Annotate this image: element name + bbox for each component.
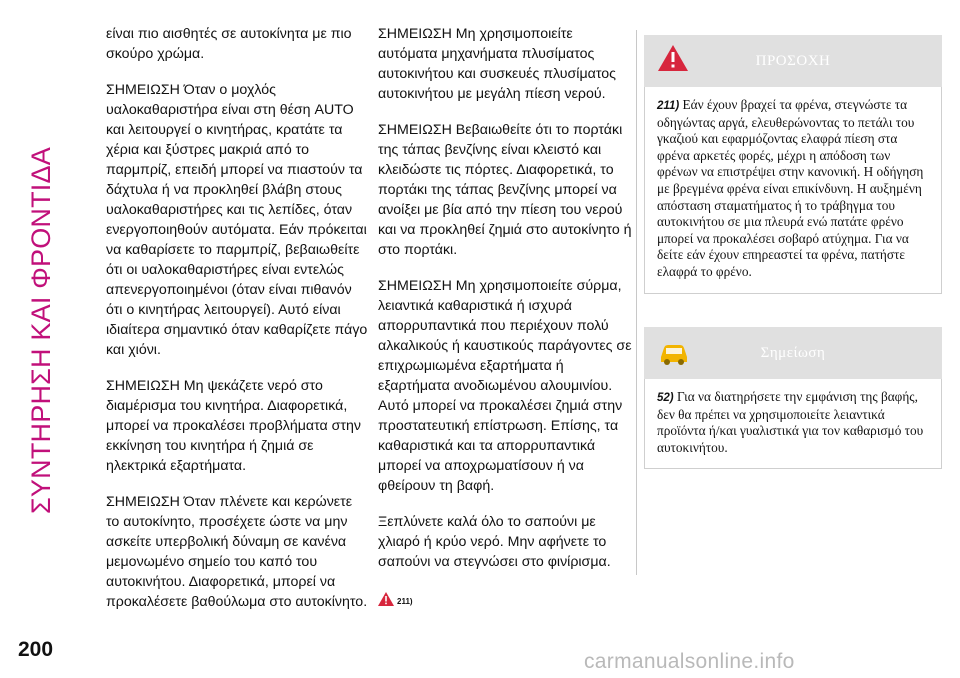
caution-text: Εάν έχουν βραχεί τα φρένα, στεγνώστε τα οδηγώντας αργά, ελευθερώνοντας το πετάλι του γκαζιού και εφαρμόζοντας ελαφρά πίεση στα φρένα αρκετές φορές, μέχρι η απόδοση των φρένων να επιστρέψει στην κανονική. Η οδήγηση με βρεγμένα φρένα είναι επικίνδυνη. Η αυξημένη απόσταση σταματήματος ή το τράβηγμα του αυτοκινήτου σε μια πλευρά ενώ πατάτε φρένο μπορεί να προκαλέσει σοβαρό ατύχημα. Για να δείτε εάν έχουν επηρεαστεί τα φρένα, πατήστε ελαφρά το φρένο. [657,97,924,279]
text-column-2 [378,24,632,612]
car-note-icon [658,339,690,365]
caution-box-header [644,35,942,87]
note-text: Για να διατηρήσετε την εμφάνιση της βαφής, δεν θα πρέπει να χρησιμοποιείτε λειαντικά προϊόντα ή/και γυαλιστικά για τον καθαρισμό του αυτοκινήτου. [657,389,924,455]
paragraph: ΣΗΜΕΙΩΣΗ Βεβαιωθείτε ότι το πορτάκι της τάπας βενζίνης είναι κλειστό και κλειδώστε τις πόρτες. Διαφορετικά, το πορτάκι της τάπας βενζίνης μπορεί να ανοίξει με βία από την πίεση του νερού και να προκληθεί ζημιά στο αυτοκίνητο ή στο πορτάκι. [378,122,632,258]
paragraph: ΣΗΜΕΙΩΣΗ Μη χρησιμοποιείτε σύρμα, λειαντικά καθαριστικά ή ισχυρά απορρυπαντικά που περιέχουν πολύ αλκαλικούς ή καυστικούς παράγοντες σε επιχρωμιωμένα εξαρτήματα ή εξαρτήματα ανοδιωμένου αλουμινίου. Αυτό μπορεί να προκαλέσει ζημιά στην προστατευτική επίστρωση. Επίσης, τα καθαριστικά και τα απορρυπαντικά μπορεί να αποχρωματίσουν ή να φθείρουν τη βαφή. [378,278,632,494]
text-column-1 [106,24,368,628]
note-box-title: Σημείωση [760,344,826,361]
note-box [644,327,942,469]
page-number: 200 [18,638,54,661]
caution-box-body [644,87,942,294]
note-number: 52) [657,392,674,404]
paragraph: ΣΗΜΕΙΩΣΗ Όταν ο μοχλός υαλοκαθαριστήρα είναι στη θέση AUTO και λειτουργεί ο κινητήρας, κρατάτε τα χέρια και ξύστρες μακριά από το παρμπρίζ, επειδή μπορεί να πιαστούν τα δάχτυλα ή να προκληθεί βλάβη στους υαλοκαθαριστήρες και τις λεπίδες, όταν ενεργοποιηθούν αυτόματα. Εάν πρόκειται να καθαρίσετε το παρμπρίζ, βεβαιωθείτε ότι οι υαλοκαθαριστήρες είναι εντελώς απενεργοποιημένοι (όταν είναι πιθανόν ότι ο κινητήρας λειτουργεί). Αυτό είναι ιδιαίτερα σημαντικό όταν καθαρίζετε πάγο και χιόνι. [106,82,368,358]
warning-triangle-icon [658,45,688,71]
paragraph: ΣΗΜΕΙΩΣΗ Όταν πλένετε και κερώνετε το αυτοκίνητο, προσέχετε ώστε να μην ασκείτε υπερβολική δύναμη σε κανένα μεμονωμένο σημείο του καπό του αυτοκινήτου. Διαφορετικά, μπορεί να προκαλέσετε βαθούλωμα στο αυτοκίνητο. [106,494,368,610]
warning-triangle-icon [378,592,394,606]
paragraph: είναι πιο αισθητές σε αυτοκίνητα με πιο σκούρο χρώμα. [106,26,352,62]
paragraph: Ξεπλύνετε καλά όλο το σαπούνι με χλιαρό ή κρύο νερό. Μην αφήνετε το σαπούνι να στεγνώσει στο φινίρισμα. [378,514,611,570]
caution-number: 211) [657,100,680,112]
caution-box [644,35,942,294]
warning-reference-number: 211) [397,597,413,606]
caution-box-title: ΠΡΟΣΟΧΗ [755,52,831,69]
note-box-header [644,327,942,379]
warning-reference [378,586,632,612]
column-divider [636,30,637,575]
paragraph: ΣΗΜΕΙΩΣΗ Μη χρησιμοποιείτε αυτόματα μηχανήματα πλυσίματος αυτοκινήτου και συσκευές πλυσίματος αυτοκινήτου με μεγάλη πίεση νερού. [378,26,616,102]
note-box-body [644,379,942,469]
watermark: carmanualsonline.info [584,650,795,673]
paragraph: ΣΗΜΕΙΩΣΗ Μη ψεκάζετε νερό στο διαμέρισμα του κινητήρα. Διαφορετικά, μπορεί να προκαλέσει προβλήματα στην εκκίνηση του κινητήρα ή ζημιά σε ηλεκτρικά εξαρτήματα. [106,378,362,474]
section-title: ΣΥΝΤΗΡΗΣΗ ΚΑΙ ΦΡΟΝΤΙΔΑ [25,146,56,514]
section-title-vertical [6,20,76,640]
